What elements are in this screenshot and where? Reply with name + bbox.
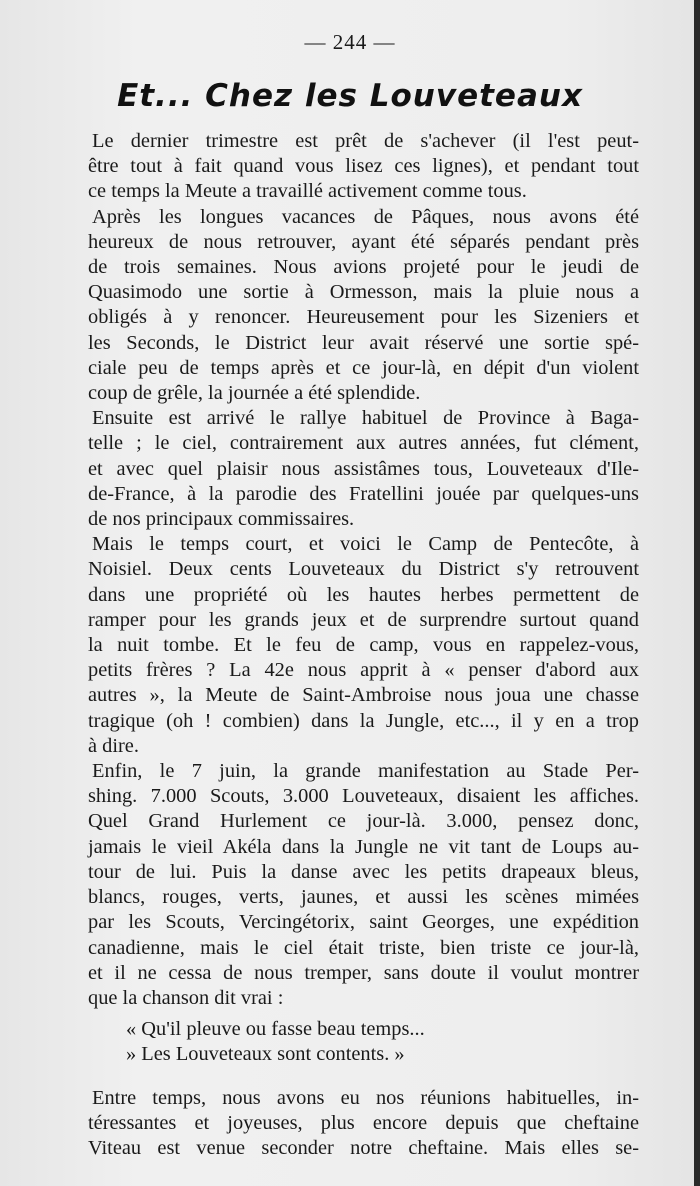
paragraph [88, 129, 639, 205]
text-line: ramper pour les grands jeux et de surprendre surtout quand [88, 608, 639, 631]
text-line: Ensuite est arrivé le rallye habituel de Province à Baga- [92, 407, 639, 430]
text-line: coup de grêle, la journée a été splendide. [88, 382, 421, 405]
text-line: par les Scouts, Vercingétorix, saint Georges, une expédition [88, 911, 639, 934]
text-line: tragique (oh ! combien) dans la Jungle, etc..., il y en a trop [88, 709, 639, 732]
text-line: shing. 7.000 Scouts, 3.000 Louveteaux, disaient les affiches. [88, 785, 639, 808]
text-line: être tout à fait quand vous lisez ces lignes), et pendant tout [88, 155, 639, 178]
paragraph [88, 532, 639, 759]
text-line: Quasimodo une sortie à Ormesson, mais la pluie nous a [88, 281, 639, 304]
page-edge-shadow [694, 0, 700, 1186]
paragraph [88, 759, 639, 1011]
text-line: à dire. [88, 734, 139, 757]
text-line: Quel Grand Hurlement ce jour-là. 3.000, pensez donc, [88, 810, 639, 833]
text-line: ciale peu de temps après et ce jour-là, en dépit d'un violent [88, 356, 639, 379]
quote-line: » Les Louveteaux sont contents. » [126, 1043, 405, 1066]
text-line: les Seconds, le District leur avait réservé une sortie spé- [88, 331, 639, 354]
text-line: de trois semaines. Nous avions projeté pour le jeudi de [88, 256, 639, 279]
article-title: Et... Chez les Louveteaux [117, 78, 583, 114]
text-line: et avec quel plaisir nous assistâmes tous, Louveteaux d'Ile- [88, 457, 639, 480]
article-body [88, 129, 639, 1161]
text-line: de nos principaux commissaires. [88, 508, 355, 531]
text-line: canadienne, mais le ciel était triste, bien triste ce jour-là, [88, 936, 639, 959]
text-line: que la chanson dit vrai : [88, 986, 284, 1009]
text-line: ce temps la Meute a travaillé activement comme tous. [88, 180, 527, 203]
paragraph [88, 406, 639, 532]
text-line: petits frères ? La 42e nous apprit à « penser d'abord aux [88, 659, 639, 682]
page-number: — 244 — [304, 30, 396, 54]
text-line: Entre temps, nous avons eu nos réunions habituelles, in- [92, 1086, 639, 1109]
paragraph [88, 205, 639, 407]
text-line: heureux de nous retrouver, ayant été séparés pendant près [88, 230, 639, 253]
paragraph-spacer [88, 1072, 639, 1086]
text-line: et il ne cessa de nous tremper, sans doute il voulut montrer [88, 961, 639, 984]
text-line: obligés à y renoncer. Heureusement pour les Sizeniers et [88, 306, 639, 329]
quote-line: « Qu'il pleuve ou fasse beau temps... [126, 1018, 425, 1041]
text-line: tour de lui. Puis la danse avec les petits drapeaux bleus, [88, 860, 639, 883]
text-line: Le dernier trimestre est prêt de s'achever (il l'est peut- [92, 130, 639, 152]
text-line: Enfin, le 7 juin, la grande manifestation au Stade Per- [92, 760, 639, 783]
text-line: dans une propriété où les hautes herbes permettent de [88, 583, 639, 606]
song-quote [88, 1017, 639, 1067]
text-line: la nuit tombe. Et le feu de camp, vous en rappelez-vous, [88, 634, 639, 657]
text-line: jamais le vieil Akéla dans la Jungle ne vit tant de Loups au- [88, 835, 639, 858]
text-line: blancs, rouges, verts, jaunes, et aussi les scènes mimées [88, 886, 639, 909]
text-line: telle ; le ciel, contrairement aux autres années, fut clément, [88, 432, 639, 455]
text-line: Mais le temps court, et voici le Camp de Pentecôte, à [92, 533, 639, 556]
text-line: Après les longues vacances de Pâques, nous avons été [92, 205, 639, 228]
paragraph [88, 1086, 639, 1162]
text-line: Viteau est venue seconder notre cheftaine. Mais elles se- [88, 1136, 639, 1159]
text-line: autres », la Meute de Saint-Ambroise nous joua une chasse [88, 684, 639, 707]
text-line: Noisiel. Deux cents Louveteaux du District s'y retrouvent [88, 558, 639, 581]
text-line: téressantes et joyeuses, plus encore depuis que cheftaine [88, 1111, 639, 1134]
text-line: de-France, à la parodie des Fratellini jouée par quelques-uns [88, 482, 639, 505]
